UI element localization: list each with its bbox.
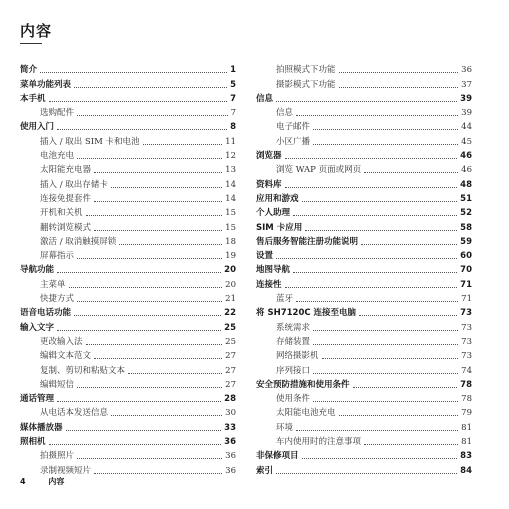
dot-leader [339, 72, 459, 73]
toc-entry-label: 屏幕指示 [40, 251, 75, 262]
toc-entry-label: 售后服务智能注册功能说明 [256, 236, 359, 247]
toc-entry-label: 应用和游戏 [256, 193, 299, 204]
toc-entry-label: 环境 [276, 422, 294, 433]
dot-leader [49, 444, 222, 445]
toc-entry-label: 输入文字 [20, 322, 55, 333]
toc-entry-page-number: 78 [461, 394, 472, 405]
toc-entry-label: 复制、剪切和粘贴文本 [40, 365, 126, 376]
dot-leader [77, 115, 228, 116]
toc-entry-label: 信息 [256, 93, 274, 104]
toc-entry-chapter[interactable] [256, 247, 472, 261]
dot-leader [57, 129, 227, 130]
toc-entry-page-number: 12 [225, 151, 236, 162]
toc-left-column [20, 61, 236, 476]
toc-entry-section[interactable] [20, 347, 236, 361]
toc-entry-chapter[interactable] [256, 218, 472, 232]
footer-section-title: 内容 [48, 477, 65, 486]
toc-entry-page-number: 81 [461, 437, 472, 448]
dot-leader [339, 415, 459, 416]
toc-entry-section[interactable] [20, 218, 236, 232]
toc-entry-section[interactable] [20, 161, 236, 175]
dot-leader [353, 387, 458, 388]
dot-leader [86, 344, 223, 345]
toc-entry-label: 信息 [276, 108, 294, 119]
toc-entry-page-number: 15 [225, 222, 236, 233]
toc-entry-section[interactable] [256, 161, 472, 175]
toc-entry-page-number: 22 [224, 308, 236, 319]
toc-entry-page-number: 36 [225, 451, 236, 462]
toc-entry-chapter[interactable] [256, 304, 472, 318]
toc-entry-section[interactable] [256, 433, 472, 447]
toc-entry-label: 电池充电 [40, 151, 75, 162]
toc-entry-chapter[interactable] [20, 433, 236, 447]
dot-leader [77, 387, 222, 388]
dot-leader [128, 373, 222, 374]
toc-entry-page-number: 27 [225, 365, 236, 376]
dot-leader [77, 158, 222, 159]
toc-entry-label: 车内使用时的注意事项 [276, 437, 362, 448]
dot-leader [276, 473, 457, 474]
dot-leader [313, 144, 458, 145]
dot-leader [276, 101, 457, 102]
toc-entry-label: 存储装置 [276, 336, 311, 347]
toc-entry-page-number: 73 [461, 322, 472, 333]
toc-entry-page-number: 59 [460, 236, 472, 247]
dot-leader [302, 458, 458, 459]
toc-entry-section[interactable] [256, 118, 472, 132]
toc-entry-page-number: 81 [461, 422, 472, 433]
dot-leader [77, 458, 222, 459]
toc-entry-page-number: 70 [460, 265, 472, 276]
toc-entry-page-number: 21 [225, 294, 236, 305]
toc-entry-page-number: 8 [230, 122, 236, 133]
toc-entry-label: 主菜单 [40, 279, 66, 290]
toc-entry-page-number: 71 [460, 279, 472, 290]
toc-entry-label: 语音电话功能 [20, 308, 72, 319]
dot-leader [364, 444, 458, 445]
toc-entry-label: 编辑短信 [40, 379, 75, 390]
toc-entry-chapter[interactable] [20, 261, 236, 275]
toc-entry-label: 快捷方式 [40, 294, 75, 305]
toc-entry-section[interactable] [256, 418, 472, 432]
dot-leader [94, 473, 222, 474]
toc-entry-page-number: 25 [225, 336, 236, 347]
toc-entry-page-number: 60 [460, 251, 472, 262]
dot-leader [296, 115, 458, 116]
toc-entry-page-number: 84 [460, 465, 472, 476]
dot-leader [285, 187, 458, 188]
toc-entry-page-number: 11 [225, 136, 236, 147]
toc-entry-label: 编辑文本范文 [40, 351, 92, 362]
toc-entry-section[interactable] [256, 104, 472, 118]
toc-entry-section[interactable] [256, 75, 472, 89]
toc-entry-label: 太阳能电池充电 [276, 408, 336, 419]
toc-entry-page-number: 13 [225, 165, 236, 176]
toc-entry-section[interactable] [256, 347, 472, 361]
toc-entry-label: 太阳能充电器 [40, 165, 92, 176]
toc-entry-section[interactable] [20, 233, 236, 247]
toc-entry-section[interactable] [20, 361, 236, 375]
dot-leader [57, 330, 221, 331]
dot-leader [119, 244, 222, 245]
toc-entry-label: 设置 [256, 251, 274, 262]
dot-leader [57, 272, 221, 273]
toc-entry-label: 插入 / 取出存储卡 [40, 179, 108, 190]
toc-entry-label: 开机和关机 [40, 208, 83, 219]
toc-entry-page-number: 74 [461, 365, 472, 376]
toc-entry-label: 菜单功能列表 [20, 79, 72, 90]
dot-leader [94, 230, 222, 231]
toc-entry-page-number: 19 [225, 251, 236, 262]
dot-leader [285, 287, 458, 288]
toc-entry-chapter[interactable] [20, 390, 236, 404]
dot-leader [94, 172, 222, 173]
toc-entry-label: 小区广播 [276, 136, 311, 147]
toc-entry-page-number: 39 [461, 108, 472, 119]
dot-leader [302, 201, 458, 202]
toc-entry-section[interactable] [20, 190, 236, 204]
toc-entry-page-number: 20 [225, 279, 236, 290]
toc-entry-label: 导航功能 [20, 265, 55, 276]
toc-entry-label: 摄影模式下功能 [276, 79, 336, 90]
toc-entry-page-number: 51 [460, 193, 472, 204]
toc-entry-page-number: 14 [225, 179, 236, 190]
dot-leader [77, 301, 222, 302]
toc-entry-chapter[interactable] [20, 318, 236, 332]
toc-entry-page-number: 27 [225, 379, 236, 390]
dot-leader [296, 430, 458, 431]
toc-entry-section[interactable] [20, 175, 236, 189]
toc-entry-chapter[interactable] [20, 75, 236, 89]
toc-entry-section[interactable] [20, 461, 236, 475]
dot-leader [94, 201, 222, 202]
dot-leader [293, 215, 457, 216]
toc-entry-label: 连接性 [256, 279, 282, 290]
toc-entry-page-number: 25 [224, 322, 236, 333]
toc-entry-chapter[interactable] [256, 275, 472, 289]
toc-entry-page-number: 39 [460, 93, 472, 104]
dot-leader [111, 415, 222, 416]
dot-leader [313, 330, 458, 331]
toc-entry-label: 将 SH7120C 连接至电脑 [256, 308, 357, 319]
toc-entry-chapter[interactable] [20, 418, 236, 432]
toc-entry-label: 媒体播放器 [20, 422, 63, 433]
dot-leader [276, 258, 457, 259]
dot-leader [86, 215, 223, 216]
toc-entry-section[interactable] [256, 361, 472, 375]
toc-entry-chapter[interactable] [256, 447, 472, 461]
toc-entry-chapter[interactable] [256, 261, 472, 275]
dot-leader [339, 87, 459, 88]
toc-entry-label: 照相机 [20, 437, 46, 448]
dot-leader [143, 144, 223, 145]
dot-leader [49, 101, 228, 102]
toc-entry-chapter[interactable] [256, 90, 472, 104]
toc-entry-page-number: 28 [224, 394, 236, 405]
toc-entry-label: 浏览 WAP 页面或网页 [276, 165, 362, 176]
toc-entry-label: 选购配件 [40, 108, 75, 119]
toc-entry-label: 地图导航 [256, 265, 291, 276]
toc-entry-page-number: 73 [461, 336, 472, 347]
dot-leader [69, 287, 223, 288]
toc-entry-section[interactable] [256, 290, 472, 304]
toc-entry-section[interactable] [256, 333, 472, 347]
dot-leader [74, 315, 221, 316]
toc-entry-label: 索引 [256, 465, 274, 476]
footer-page-number: 4 [20, 477, 26, 486]
dot-leader [313, 344, 458, 345]
toc-entry-chapter[interactable] [256, 147, 472, 161]
dot-leader [313, 373, 458, 374]
toc-entry-page-number: 78 [460, 379, 472, 390]
toc-entry-section[interactable] [20, 447, 236, 461]
toc-entry-label: 网络摄影机 [276, 351, 319, 362]
toc-entry-chapter[interactable] [256, 233, 472, 247]
toc-entry-label: 简介 [20, 65, 38, 76]
toc-entry-section[interactable] [20, 132, 236, 146]
toc-entry-label: 翻转浏览模式 [40, 222, 92, 233]
toc-entry-label: 插入 / 取出 SIM 卡和电池 [40, 136, 140, 147]
dot-leader [66, 430, 222, 431]
toc-entry-label: 浏览器 [256, 151, 282, 162]
dot-leader [359, 315, 457, 316]
toc-entry-label: 序列接口 [276, 365, 311, 376]
toc-entry-page-number: 58 [460, 222, 472, 233]
toc-entry-label: 安全预防措施和使用条件 [256, 379, 350, 390]
toc-entry-page-number: 48 [460, 179, 472, 190]
toc-entry-section[interactable] [20, 204, 236, 218]
toc-entry-page-number: 15 [225, 208, 236, 219]
toc-entry-label: 录制视频短片 [40, 465, 92, 476]
toc-entry-page-number: 79 [461, 408, 472, 419]
dot-leader [40, 72, 227, 73]
dot-leader [74, 87, 227, 88]
dot-leader [313, 401, 458, 402]
toc-entry-section[interactable] [20, 275, 236, 289]
dot-leader [322, 358, 459, 359]
toc-entry-page-number: 52 [460, 208, 472, 219]
toc-entry-page-number: 44 [461, 122, 472, 133]
page-footer [20, 476, 64, 487]
toc-entry-page-number: 7 [230, 108, 236, 119]
toc-entry-chapter[interactable] [20, 118, 236, 132]
dot-leader [364, 172, 458, 173]
toc-entry-label: 拍照模式下功能 [276, 65, 336, 76]
dot-leader [361, 244, 457, 245]
toc-entry-label: SIM 卡应用 [256, 222, 303, 233]
toc-entry-chapter[interactable] [256, 175, 472, 189]
toc-entry-label: 激活 / 取消触摸屏锁 [40, 236, 117, 247]
dot-leader [111, 187, 222, 188]
toc-entry-chapter[interactable] [256, 461, 472, 475]
toc-entry-label: 系统需求 [276, 322, 311, 333]
toc-entry-section[interactable] [256, 61, 472, 75]
toc-right-column [256, 61, 472, 476]
toc-entry-chapter[interactable] [20, 304, 236, 318]
toc-entry-section[interactable] [20, 333, 236, 347]
toc-entry-page-number: 37 [461, 79, 472, 90]
toc-entry-label: 资料库 [256, 179, 282, 190]
dot-leader [293, 272, 457, 273]
toc-entry-section[interactable] [20, 147, 236, 161]
toc-entry-page-number: 36 [225, 465, 236, 476]
toc-entry-page-number: 73 [460, 308, 472, 319]
toc-entry-page-number: 18 [225, 236, 236, 247]
toc-entry-page-number: 45 [461, 136, 472, 147]
toc-entry-label: 连接免提套件 [40, 193, 92, 204]
toc-entry-section[interactable] [256, 404, 472, 418]
toc-entry-page-number: 27 [225, 351, 236, 362]
toc-entry-page-number: 14 [225, 193, 236, 204]
toc-entry-page-number: 5 [230, 79, 236, 90]
toc-entry-page-number: 36 [461, 65, 472, 76]
toc-entry-page-number: 33 [224, 422, 236, 433]
toc-entry-page-number: 46 [460, 151, 472, 162]
toc-entry-section[interactable] [20, 290, 236, 304]
dot-leader [296, 301, 458, 302]
dot-leader [57, 401, 221, 402]
toc-entry-label: 更改输入法 [40, 336, 83, 347]
toc-entry-section[interactable] [20, 404, 236, 418]
dot-leader [285, 158, 458, 159]
dot-leader [313, 129, 458, 130]
dot-leader [77, 258, 222, 259]
page-title: 内容 [20, 20, 42, 44]
toc-entry-label: 个人助理 [256, 208, 291, 219]
toc-entry-section[interactable] [256, 390, 472, 404]
toc-entry-page-number: 30 [225, 408, 236, 419]
toc-entry-label: 电子邮件 [276, 122, 311, 133]
toc-entry-label: 本手机 [20, 93, 46, 104]
toc-entry-label: 使用条件 [276, 394, 311, 405]
toc-entry-page-number: 71 [461, 294, 472, 305]
toc-entry-section[interactable] [20, 376, 236, 390]
dot-leader [94, 358, 222, 359]
dot-leader [305, 230, 457, 231]
toc-entry-chapter[interactable] [20, 61, 236, 75]
toc-entry-section[interactable] [256, 132, 472, 146]
toc-entry-page-number: 20 [224, 265, 236, 276]
toc-entry-chapter[interactable] [256, 376, 472, 390]
toc-entry-page-number: 36 [224, 437, 236, 448]
toc-entry-page-number: 73 [461, 351, 472, 362]
toc-entry-page-number: 83 [460, 451, 472, 462]
toc-entry-chapter[interactable] [20, 90, 236, 104]
toc-entry-label: 通话管理 [20, 394, 55, 405]
toc-entry-chapter[interactable] [256, 204, 472, 218]
toc-entry-label: 蓝牙 [276, 294, 294, 305]
toc-entry-label: 使用入门 [20, 122, 55, 133]
toc-entry-label: 非保修项目 [256, 451, 299, 462]
toc-entry-page-number: 46 [461, 165, 472, 176]
toc-entry-label: 从电话本发送信息 [40, 408, 109, 419]
toc-entry-page-number: 1 [230, 65, 236, 76]
toc-entry-chapter[interactable] [256, 190, 472, 204]
toc-entry-section[interactable] [256, 318, 472, 332]
toc-entry-section[interactable] [20, 247, 236, 261]
toc-entry-label: 拍摄照片 [40, 451, 75, 462]
toc-entry-section[interactable] [20, 104, 236, 118]
toc-entry-page-number: 7 [230, 93, 236, 104]
